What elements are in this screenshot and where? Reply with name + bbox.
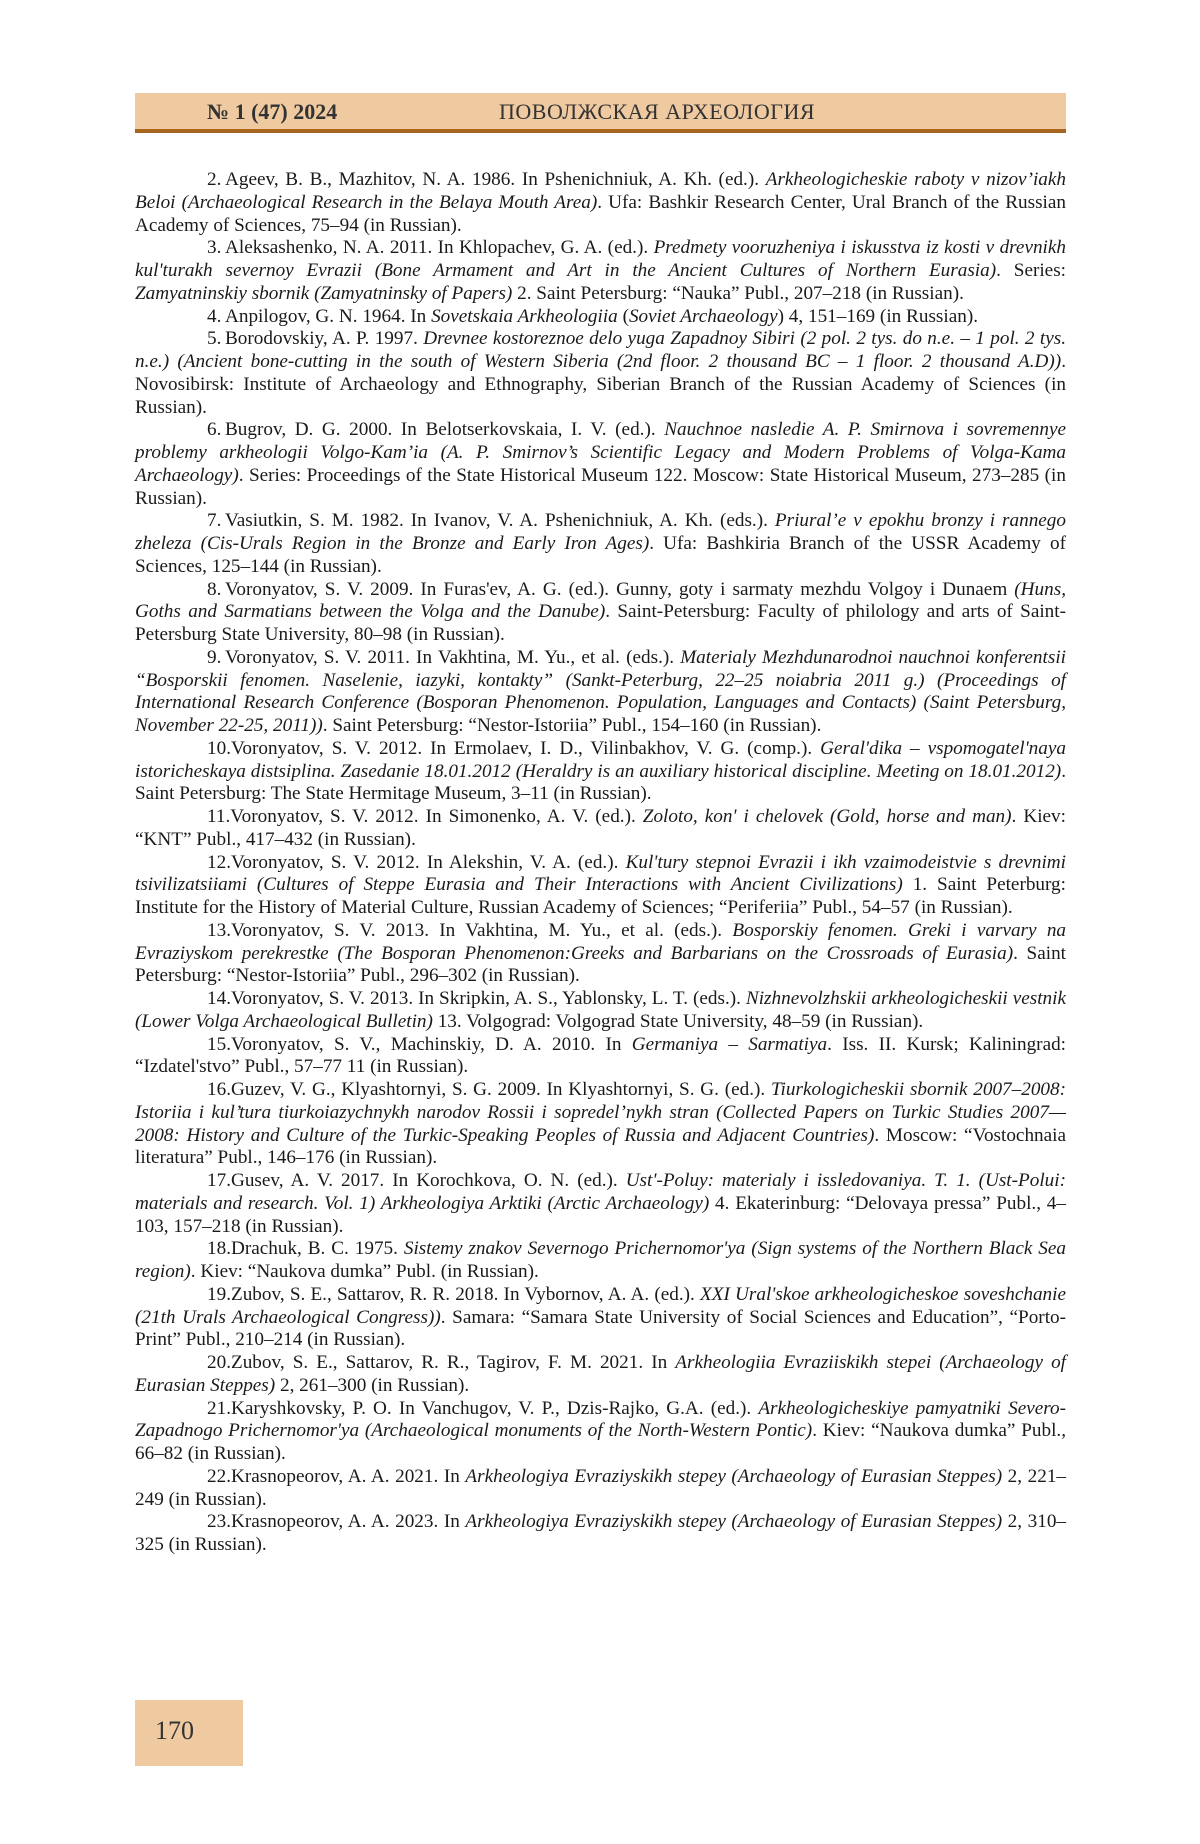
reference-item xyxy=(135,328,1066,419)
reference-number: 5. xyxy=(171,328,225,351)
reference-number: 17. xyxy=(171,1170,231,1193)
page-number-box xyxy=(135,1700,243,1766)
reference-italic-title: Geral'dika – vspomogatel'naya istoricheskaya distsiplina. Zasedanie 18.01.2012 (Heraldry is an auxiliary historical discipline. Meeting on 18.01.2012) xyxy=(135,738,1066,782)
reference-text: Voronyatov, S. V. 2012. In Ermolaev, I. D., Vilinbakhov, V. G. (comp.). xyxy=(231,738,820,759)
reference-text: . Saint Petersburg: The State Hermitage Museum, 3–11 (in Russian). xyxy=(135,761,1066,805)
reference-italic-title: XXI Ural'skoe arkheologicheskoe soveshchanie (21th Urals Archaeological Congress)) xyxy=(135,1284,1066,1328)
reference-text: Voronyatov, S. V. 2011. In Vakhtina, M. Yu., et al. (eds.). xyxy=(225,647,680,668)
reference-item xyxy=(135,1079,1066,1170)
reference-text: . Novosibirsk: Institute of Archaeology and Ethnography, Siberian Branch of the Russian Academy of Sciences (in Russian). xyxy=(135,351,1066,418)
reference-text: Krasnopeorov, A. A. 2023. In xyxy=(231,1511,465,1532)
reference-number: 20. xyxy=(171,1352,231,1375)
reference-item xyxy=(135,1398,1066,1466)
reference-text: . Kiev: “Naukova dumka” Publ. (in Russian). xyxy=(191,1261,539,1282)
reference-text: 1. Saint Peterburg: Institute for the History of Material Culture, Russian Academy of Sciences; “Periferiia” Publ., 54–57 (in Russian). xyxy=(135,874,1066,918)
reference-italic-title: Arkheologicheskie raboty v nizov’iakh Beloi (Archaeological Research in the Belaya Mouth Area) xyxy=(135,169,1066,213)
reference-text: 13. Volgograd: Volgograd State University, 48–59 (in Russian). xyxy=(433,1011,923,1032)
reference-number: 13. xyxy=(171,920,231,943)
reference-text: . Moscow: “Vostochnaia literatura” Publ., 146–176 (in Russian). xyxy=(135,1125,1066,1169)
reference-item xyxy=(135,647,1066,738)
reference-item xyxy=(135,1284,1066,1352)
reference-italic-title: Kul'tury stepnoi Evrazii i ikh vzaimodeistvie s drevnimi tsivilizatsiiami (Cultures of Steppe Eurasia and Their Interactions with Ancient Civilizations) xyxy=(135,852,1066,896)
reference-text: . Iss. II. Kursk; Kaliningrad: “Izdatel'stvo” Publ., 57–77 11 (in Russian). xyxy=(135,1034,1066,1078)
reference-italic-title: Nauchnoe nasledie A. P. Smirnova i sovremennye problemy arkheologii Volgo-Kam’ia (A. P. Smirnov’s Scientific Legacy and Modern Problems of Volga-Kama Archaeology) xyxy=(135,419,1066,486)
reference-text: Voronyatov, S. V. 2009. In Furas'ev, A. G. (ed.). Gunny, goty i sarmaty mezhdu Volgoy i Dunaem xyxy=(225,579,1014,600)
issue-number: № 1 (47) 2024 xyxy=(207,99,337,125)
reference-italic-title: Drevnee kostoreznoe delo yuga Zapadnoy Sibiri (2 pol. 2 tys. do n.e. – 1 pol. 2 tys. n.e.) (Ancient bone-cutting in the south of Western Siberia (2nd floor. 2 thousand BC – 1 floor. 2 thousand A.D)) xyxy=(135,328,1066,372)
reference-item xyxy=(135,1466,1066,1512)
reference-text: . Ufa: Bashkir Research Center, Ural Branch of the Russian Academy of Sciences, 75–94 (in Russian). xyxy=(135,192,1066,236)
reference-item xyxy=(135,237,1066,305)
reference-text: Voronyatov, S. V., Machinskiy, D. A. 2010. In xyxy=(231,1034,632,1055)
reference-text: 4. Ekaterinburg: “Delovaya pressa” Publ., 4–103, 157–218 (in Russian). xyxy=(135,1193,1066,1237)
reference-text: Guzev, V. G., Klyashtornyi, S. G. 2009. In Klyashtornyi, S. G. (ed.). xyxy=(231,1079,771,1100)
reference-text: ) 4, 151–169 (in Russian). xyxy=(778,306,978,327)
reference-italic-title: (Huns, Goths and Sarmatians between the Volga and the Danube) xyxy=(135,579,1066,623)
reference-text: . Samara: “Samara State University of Social Sciences and Education”, “Porto-Print” Publ., 210–214 (in Russian). xyxy=(135,1307,1066,1351)
reference-number: 2. xyxy=(171,169,225,192)
reference-item xyxy=(135,510,1066,578)
reference-number: 18. xyxy=(171,1238,231,1261)
reference-text: 2, 261–300 (in Russian). xyxy=(275,1375,469,1396)
reference-text: Vasiutkin, S. M. 1982. In Ivanov, V. A. Pshenichniuk, A. Kh. (eds.). xyxy=(225,510,775,531)
reference-text: Voronyatov, S. V. 2012. In Simonenko, A. V. (ed.). xyxy=(230,806,643,827)
reference-number: 21. xyxy=(171,1398,231,1421)
reference-number: 9. xyxy=(171,647,225,670)
reference-text: Aleksashenko, N. A. 2011. In Khlopachev, G. A. (ed.). xyxy=(225,237,654,258)
reference-number: 12. xyxy=(171,852,231,875)
reference-italic-title: Germaniya – Sarmatiya xyxy=(632,1034,827,1055)
reference-number: 4. xyxy=(171,306,225,329)
reference-item xyxy=(135,806,1066,852)
reference-italic-title: Zoloto, kon' i chelovek (Gold, horse and man) xyxy=(643,806,1012,827)
reference-list xyxy=(135,169,1066,1557)
reference-item xyxy=(135,306,1066,329)
reference-number: 6. xyxy=(171,419,225,442)
reference-text: . Ufa: Bashkiria Branch of the USSR Academy of Sciences, 125–144 (in Russian). xyxy=(135,533,1066,577)
reference-italic-title: Arkheologiia Evraziiskikh stepei (Archaeology of Eurasian Steppes) xyxy=(135,1352,1066,1396)
reference-italic-title: Bosporskiy fenomen. Greki i varvary na Evraziyskom perekrestke (The Bosporan Phenomenon:Greeks and Barbarians on the Crossroads of Eurasia) xyxy=(135,920,1066,964)
page-number: 170 xyxy=(155,1716,194,1746)
reference-italic-title: Ust'-Poluy: materialy i issledovaniya. T. 1. (Ust-Polui: materials and research. Vol. 1) Arkheologiya Arktiki (Arctic Archaeology) xyxy=(135,1170,1066,1214)
reference-text: 2. Saint Petersburg: “Nauka” Publ., 207–218 (in Russian). xyxy=(512,283,964,304)
reference-number: 15. xyxy=(171,1034,231,1057)
reference-number: 3. xyxy=(171,237,225,260)
reference-italic-title: Arkheologiya Evraziyskikh stepey (Archaeology of Eurasian Steppes) xyxy=(465,1466,1002,1487)
reference-text: Anpilogov, G. N. 1964. In xyxy=(225,306,431,327)
reference-text: Voronyatov, S. V. 2013. In Vakhtina, M. Yu., et al. (eds.). xyxy=(231,920,732,941)
reference-italic-title: Materialy Mezhdunarodnoi nauchnoi konferentsii “Bosporskii fenomen. Naselenie, iazyki, kontakty” (Sankt-Peterburg, 22–25 noiabria 2011 g.) (Proceedings of International Research Conference (Bosporan Phenomenon. Population, Languages and Contacts) (Saint Petersburg, November 22-25, 2011)) xyxy=(135,647,1066,736)
reference-text: . Kiev: “KNT” Publ., 417–432 (in Russian). xyxy=(135,806,1066,850)
reference-item xyxy=(135,988,1066,1034)
reference-number: 7. xyxy=(171,510,225,533)
reference-text: Zubov, S. E., Sattarov, R. R. 2018. In Vybornov, A. A. (ed.). xyxy=(231,1284,700,1305)
reference-italic-title: Sistemy znakov Severnogo Prichernomor'ya (Sign systems of the Northern Black Sea region) xyxy=(135,1238,1066,1282)
reference-text: Voronyatov, S. V. 2013. In Skripkin, A. S., Yablonsky, L. T. (eds.). xyxy=(231,988,746,1009)
reference-italic-title: Nizhnevolzhskii arkheologicheskii vestnik (Lower Volga Archaeological Bulletin) xyxy=(135,988,1066,1032)
reference-italic-title: Zamyatninskiy sbornik (Zamyatninsky of Papers) xyxy=(135,283,512,304)
reference-text: . Kiev: “Naukova dumka” Publ., 66–82 (in Russian). xyxy=(135,1420,1066,1464)
reference-text: Drachuk, B. C. 1975. xyxy=(231,1238,404,1259)
reference-item xyxy=(135,852,1066,920)
reference-text: Gusev, A. V. 2017. In Korochkova, O. N. (ed.). xyxy=(231,1170,626,1191)
reference-number: 22. xyxy=(171,1466,231,1489)
running-header xyxy=(135,93,1066,133)
reference-number: 10. xyxy=(171,738,231,761)
reference-number: 16. xyxy=(171,1079,231,1102)
reference-item xyxy=(135,920,1066,988)
reference-text: . Series: xyxy=(996,260,1066,281)
reference-italic-title: Tiurkologicheskii sbornik 2007–2008: Istoriia i kul’tura tiurkoiazychnykh narodov Rossii i sopredel’nykh stran (Collected Papers on Turkic Studies 2007—2008: History and Culture of the Turkic-Speaking Peoples of Russia and Adjacent Countries) xyxy=(135,1079,1066,1146)
reference-text: 2, 310–325 (in Russian). xyxy=(135,1511,1066,1555)
reference-number: 8. xyxy=(171,579,225,602)
reference-italic-title: Arkheologicheskiye pamyatniki Severo-Zapadnogo Prichernomor'ya (Archaeological monuments of the North-Western Pontic) xyxy=(135,1398,1066,1442)
reference-italic-title: Sovetskaia Arkheologiia xyxy=(431,306,618,327)
reference-item xyxy=(135,738,1066,806)
reference-text: Borodovskiy, A. P. 1997. xyxy=(225,328,423,349)
reference-italic-title: Soviet Archaeology xyxy=(629,306,778,327)
reference-text: ( xyxy=(618,306,629,327)
reference-item xyxy=(135,419,1066,510)
reference-item xyxy=(135,1238,1066,1284)
reference-text: Krasnopeorov, A. A. 2021. In xyxy=(231,1466,465,1487)
reference-text: Zubov, S. E., Sattarov, R. R., Tagirov, F. M. 2021. In xyxy=(231,1352,675,1373)
reference-italic-title: Predmety vooruzheniya i iskusstva iz kosti v drevnikh kul'turakh severnoy Evrazii (Bone Armament and Art in the Ancient Cultures of Northern Eurasia) xyxy=(135,237,1066,281)
reference-text: . Saint Petersburg: “Nestor-Istoriia” Publ., 154–160 (in Russian). xyxy=(323,715,822,736)
reference-italic-title: Arkheologiya Evraziyskikh stepey (Archaeology of Eurasian Steppes) xyxy=(465,1511,1002,1532)
reference-text: . Saint-Petersburg: Faculty of philology and arts of Saint-Petersburg State University, 80–98 (in Russian). xyxy=(135,601,1066,645)
reference-text: Bugrov, D. G. 2000. In Belotserkovskaia, I. V. (ed.). xyxy=(225,419,664,440)
reference-item xyxy=(135,579,1066,647)
reference-text: Ageev, B. B., Mazhitov, N. A. 1986. In Pshenichniuk, A. Kh. (ed.). xyxy=(225,169,766,190)
reference-item xyxy=(135,1170,1066,1238)
reference-item xyxy=(135,1034,1066,1080)
reference-italic-title: Priural’e v epokhu bronzy i rannego zheleza (Cis-Urals Region in the Bronze and Early Iron Ages) xyxy=(135,510,1066,554)
reference-item xyxy=(135,1511,1066,1557)
reference-item xyxy=(135,1352,1066,1398)
reference-text: Voronyatov, S. V. 2012. In Alekshin, V. A. (ed.). xyxy=(231,852,626,873)
reference-text: . Series: Proceedings of the State Historical Museum 122. Moscow: State Historical Museum, 273–285 (in Russian). xyxy=(135,465,1066,509)
reference-number: 11. xyxy=(171,806,230,829)
reference-text: Karyshkovsky, P. O. In Vanchugov, V. P., Dzis-Rajko, G.A. (ed.). xyxy=(231,1398,758,1419)
reference-number: 19. xyxy=(171,1284,231,1307)
journal-title: ПОВОЛЖСКАЯ АРХЕОЛОГИЯ xyxy=(499,99,815,125)
reference-text: . Saint Petersburg: “Nestor-Istoriia” Publ., 296–302 (in Russian). xyxy=(135,943,1066,987)
reference-number: 14. xyxy=(171,988,231,1011)
reference-text: 2, 221–249 (in Russian). xyxy=(135,1466,1066,1510)
reference-item xyxy=(135,169,1066,237)
reference-number: 23. xyxy=(171,1511,231,1534)
